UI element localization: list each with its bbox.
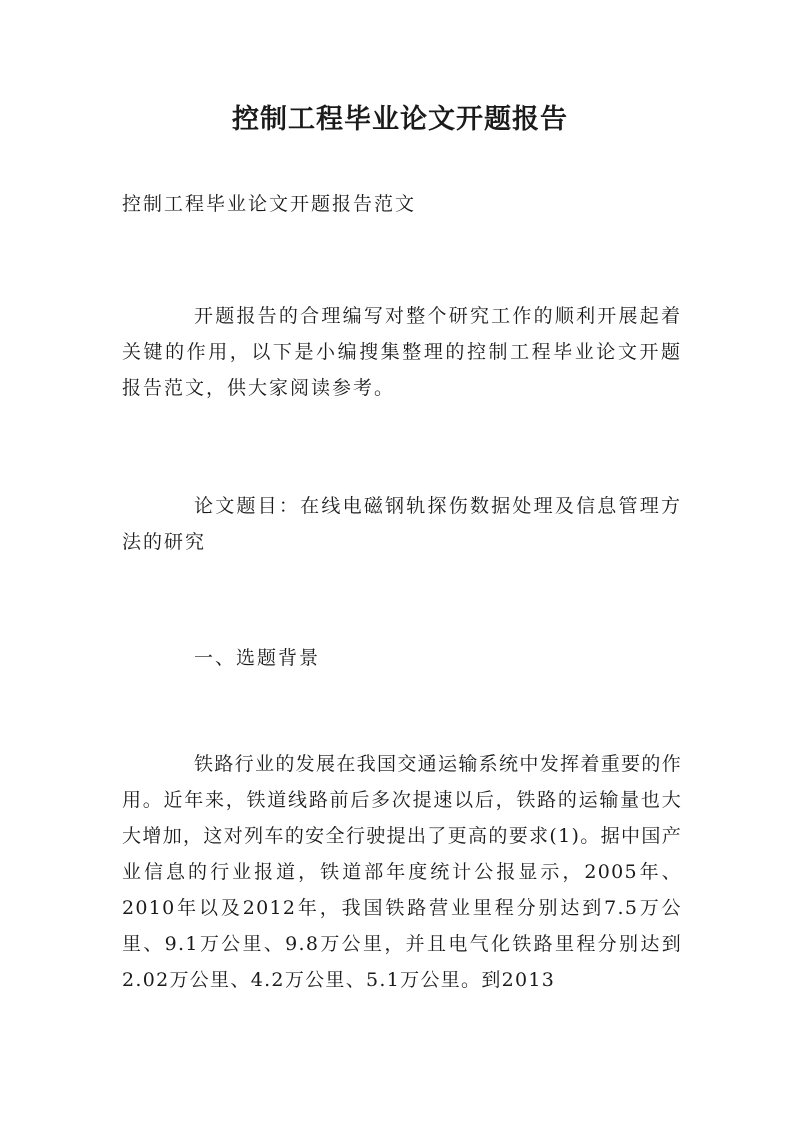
document-subtitle: 控制工程毕业论文开题报告范文 bbox=[122, 193, 417, 215]
background-paragraph: 铁路行业的发展在我国交通运输系统中发挥着重要的作用。近年来，铁道线路前后多次提速以后，铁路的运输量也大大增加，这对列车的安全行驶提出了更高的要求(1)。据中国产业信息的行业报道，铁道部年度统计公报显示，2005年、2010年以及2012年，我国铁路营业里程分别达到7.5万公里、9.1万公里、9.8万公里，并且电气化铁路里程分别达到2.02万公里、4.2万公里、5.1万公里。到2013 bbox=[122, 753, 682, 991]
intro-paragraph: 开题报告的合理编写对整个研究工作的顺利开展起着关键的作用，以下是小编搜集整理的控制工程毕业论文开题报告范文，供大家阅读参考。 bbox=[122, 305, 682, 399]
section-heading: 一、选题背景 bbox=[194, 647, 321, 669]
thesis-topic-paragraph: 论文题目：在线电磁钢轨探伤数据处理及信息管理方法的研究 bbox=[122, 495, 682, 553]
document-title: 控制工程毕业论文开题报告 bbox=[232, 104, 568, 135]
